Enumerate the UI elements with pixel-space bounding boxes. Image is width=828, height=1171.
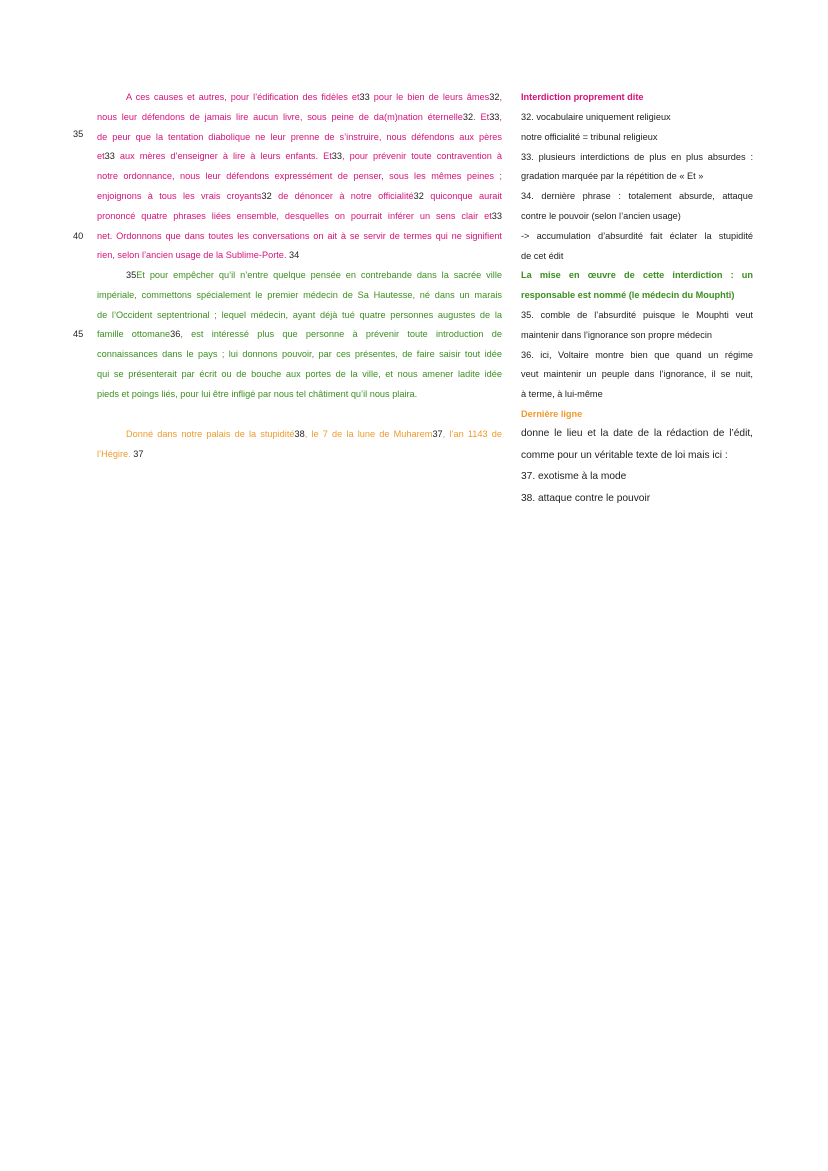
- note-line: contre le pouvoir (selon l’ancien usage): [521, 211, 681, 221]
- edict-line: [97, 368, 502, 380]
- edict-line: [97, 170, 502, 182]
- footnote-ref: 33: [331, 151, 343, 161]
- edict-line: [97, 150, 502, 162]
- edict-text: ,: [499, 92, 503, 102]
- edict-line: [97, 249, 502, 261]
- note-line: 35. comble de l’absurdité puisque le Mouphti veut: [521, 310, 753, 320]
- edict-line: [97, 210, 502, 222]
- note-line: comme pour un véritable texte de loi mais ici :: [521, 450, 728, 461]
- footnote-ref: 32: [413, 191, 424, 201]
- note-line: de cet édit: [521, 251, 564, 261]
- footnote-ref: 32: [261, 191, 272, 201]
- footnote-ref: 37: [133, 449, 144, 459]
- edict-text: pour le bien de leurs âmes: [369, 92, 490, 102]
- note-heading-interdiction: Interdiction proprement dite: [521, 92, 644, 102]
- footnote-ref: 34: [289, 250, 300, 260]
- edict-line: [126, 91, 502, 103]
- note-line: 32. vocabulaire uniquement religieux: [521, 112, 671, 122]
- edict-text: Donné dans notre palais de la stupidité: [126, 429, 295, 439]
- edict-text: enjoignons à tous les vrais croyants: [97, 191, 262, 201]
- edict-line: [97, 309, 502, 321]
- line-number-40: 40: [73, 231, 84, 241]
- edict-line: [97, 348, 502, 360]
- note-heading-derniere-ligne: Dernière ligne: [521, 409, 583, 419]
- edict-text: quiconque aurait: [423, 191, 502, 201]
- edict-line: [97, 289, 502, 301]
- note-heading-mise-en-oeuvre-1: La mise en œuvre de cette interdiction : un: [521, 270, 753, 280]
- edict-line: [97, 388, 502, 400]
- note-line: 38. attaque contre le pouvoir: [521, 493, 651, 504]
- edict-text: , l’an 1143 de: [442, 429, 502, 439]
- footnote-ref: 38: [294, 429, 305, 439]
- footnote-ref: 35: [126, 270, 137, 280]
- note-line: veut maintenir un peuple dans l’ignorance, il se nuit,: [521, 369, 753, 379]
- note-line: 33. plusieurs interdictions de plus en plus absurdes :: [521, 152, 753, 162]
- edict-text: , est intéressé plus que personne à prévenir toute introduction de: [180, 329, 502, 339]
- edict-text: rien, selon l’ancien usage de la Sublime-Porte.: [97, 250, 290, 260]
- edict-text: pieds et poings liés, pour lui être infligé par nous tel châtiment qu’il nous plaira.: [97, 389, 418, 399]
- edict-text: famille ottomane: [97, 329, 171, 339]
- footnote-ref: 36: [170, 329, 181, 339]
- footnote-ref: 37: [432, 429, 443, 439]
- footnote-ref: 32: [462, 112, 474, 122]
- edict-text: connaissances dans le pays ; lui donnons pouvoir, par ces présentes, de faire saisir tout idée: [97, 349, 502, 359]
- edict-text: , pour prévenir toute contravention à: [342, 151, 502, 161]
- edict-text: ,: [499, 112, 502, 122]
- edict-line: [97, 190, 502, 202]
- note-line: à terme, à lui-même: [521, 389, 603, 399]
- edict-text: , le 7 de la lune de Muharem: [304, 429, 433, 439]
- note-line: 37. exotisme à la mode: [521, 471, 627, 482]
- footnote-ref: 33: [489, 112, 500, 122]
- note-line: 34. dernière phrase : totalement absurde, attaque: [521, 191, 753, 201]
- line-number-35: 35: [73, 129, 84, 139]
- edict-text: l’Hégire.: [97, 449, 134, 459]
- footnote-ref: 33: [359, 92, 370, 102]
- edict-text: et: [97, 151, 105, 161]
- edict-text: de dénoncer à notre officialité: [271, 191, 414, 201]
- edict-line: [126, 428, 502, 440]
- edict-line: [97, 111, 502, 123]
- note-line: notre officialité = tribunal religieux: [521, 132, 658, 142]
- edict-line: [97, 131, 502, 143]
- edict-text: de l’Occident septentrional ; lequel médecin, ayant déjà tué quatre personnes augustes de la: [97, 310, 502, 320]
- edict-text: de peur que la tentation diabolique ne leur prenne de s’instruire, nous défendons aux pères: [97, 132, 502, 142]
- edict-text: net. Ordonnons que dans toutes les conversations on ait à se servir de termes qui ne signifient: [97, 231, 502, 241]
- note-line: -> accumulation d’absurdité fait éclater la stupidité: [521, 231, 753, 241]
- footnote-ref: 33: [491, 211, 502, 221]
- line-number-45: 45: [73, 329, 84, 339]
- edict-text: qui se présenterait par écrit ou de bouche aux portes de la ville, et nous amener ladite idée: [97, 369, 502, 379]
- edict-line: [97, 230, 502, 242]
- edict-text: . Et: [473, 112, 490, 122]
- note-line: donne le lieu et la date de la rédaction de l’édit,: [521, 428, 753, 439]
- edict-line: [97, 448, 502, 460]
- note-line: maintenir dans l’ignorance son propre médecin: [521, 330, 713, 340]
- footnote-ref: 33: [104, 151, 115, 161]
- edict-text: Et pour empêcher qu’il n’entre quelque pensée en contrebande dans la sacrée ville: [136, 270, 502, 280]
- footnote-ref: 32: [489, 92, 500, 102]
- edict-text: aux mères d’enseigner à lire à leurs enfants. Et: [114, 151, 332, 161]
- edict-text: nous leur défendons de jamais lire aucun livre, sous peine de da(m)nation éternelle: [97, 112, 463, 122]
- edict-text: notre ordonnance, nous leur défendons expressément de penser, sous les mêmes peines ;: [97, 171, 502, 181]
- edict-text: A ces causes et autres, pour l’édification des fidèles et: [126, 92, 360, 102]
- note-heading-mise-en-oeuvre-2: responsable est nommé (le médecin du Mouphti): [521, 290, 735, 300]
- edict-text: prononcé quatre phrases liées ensemble, desquelles on pourrait inférer un sens clair et: [97, 211, 492, 221]
- note-line: gradation marquée par la répétition de « Et »: [521, 171, 704, 181]
- note-line: 36. ici, Voltaire montre bien que quand un régime: [521, 350, 753, 360]
- edict-line: [97, 328, 502, 340]
- edict-line: [126, 269, 502, 281]
- edict-text: impériale, commettons spécialement le premier médecin de Sa Hautesse, né dans un marais: [97, 290, 502, 300]
